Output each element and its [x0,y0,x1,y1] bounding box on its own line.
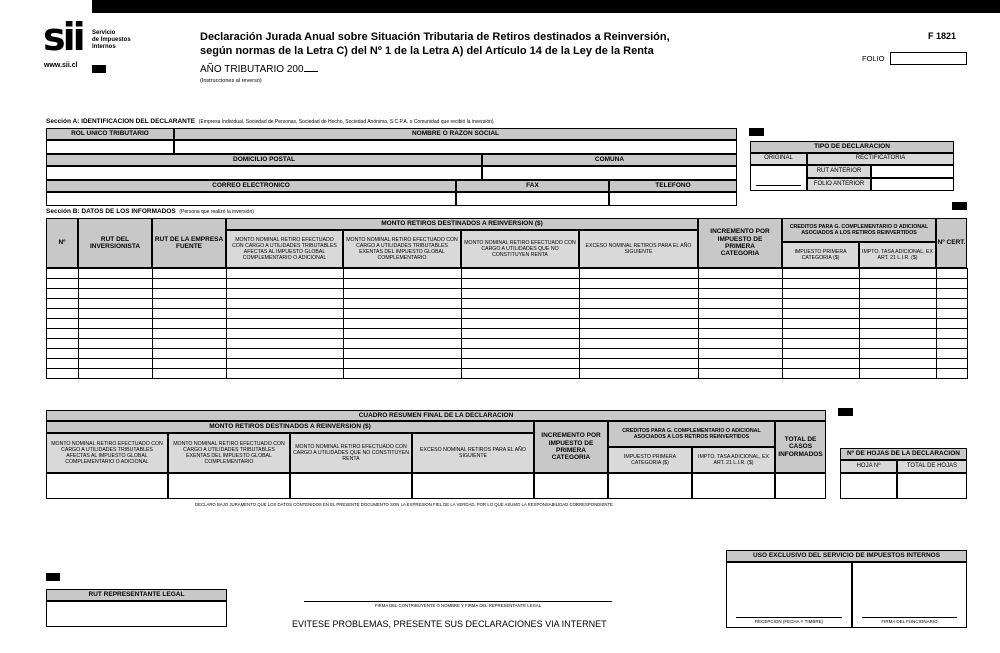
resumen-c2: IMPTO. TASA ADICIONAL, EX ART. 21 L.I.R. ($) [692,447,775,473]
section-b-heading: Sección B: DATOS DE LOS INFORMADOS (Persona que realizó la inversión) [46,208,254,215]
domicilio-header: DOMICILIO POSTAL [46,154,482,166]
resumen-field-m2[interactable] [168,473,290,499]
resumen-monto-header: MONTO RETIROS DESTINADOS A REINVERSION ($) [46,421,534,433]
table-row[interactable] [47,309,968,319]
resumen-field-c1[interactable] [608,473,692,499]
resumen-field-total[interactable] [775,473,826,499]
resumen-header: CUADRO RESUMEN FINAL DE LA DECLARACION [46,410,826,421]
table-row[interactable] [47,269,968,279]
marker-box [749,128,764,136]
telefono-field[interactable] [609,192,737,206]
logo-mark: sii [43,15,83,59]
resumen-field-m1[interactable] [46,473,168,499]
col-rut-empresa: RUT DE LA EMPRESA FUENTE [152,218,226,268]
funcionario-label: FIRMA DEL FUNCIONARIO [881,619,938,624]
creditos-header: CREDITOS PARA G. COMPLEMENTARIO O ADICIONAL ASOCIADOS A LOS RETIROS REINVERTIDOS [782,218,936,242]
resumen-incremento: INCREMENTO POR IMPUESTO DE PRIMERA CATEGORIA [534,421,608,473]
col-rut-inversionista: RUT DEL INVERSIONISTA [78,218,152,268]
monto-header: MONTO RETIROS DESTINADOS A REINVERSION ($) [226,218,698,230]
form-code: F 1821 [928,31,957,41]
col-c1: IMPUESTO PRIMERA CATEGORIA ($) [782,242,859,268]
table-row[interactable] [47,289,968,299]
folio-anterior-label: FOLIO ANTERIOR [807,178,871,191]
rectificatoria-label: RECTIFICATORIA [807,153,954,165]
marker-box [952,202,967,210]
total-hojas-field[interactable] [897,473,967,499]
tax-year: AÑO TRIBUTARIO 200 [200,64,318,75]
firma-label: FIRMA DEL CONTRIBUYENTE O NOMBRE Y FIRMA DEL REPRESENTANTE LEGAL [374,603,542,608]
col-ncert: Nº CERT. [936,218,967,268]
rut-rep-field[interactable] [46,601,227,627]
footer-text: EVITESE PROBLEMAS, PRESENTE SUS DECLARACIONES VIA INTERNET [292,619,607,629]
nombre-header: NOMBRE O RAZON SOCIAL [174,128,737,140]
top-black-bar [92,0,1000,13]
resumen-m3: MONTO NOMINAL RETIRO EFECTUADO CON CARGO A UTILIDADES QUE NO CONSTITUYEN RENTA [290,433,412,473]
marker-box [838,408,853,416]
instructions-note: (Instrucciones al reverso) [200,78,262,84]
table-row[interactable] [47,299,968,309]
table-row[interactable] [47,339,968,349]
col-n: Nº [46,218,78,268]
org-name: Servicio de Impuestos Internos [92,30,131,50]
table-row[interactable] [47,369,968,379]
table-row[interactable] [47,319,968,329]
rut-header: ROL UNICO TRIBUTARIO [46,128,174,140]
rut-field[interactable] [46,140,174,154]
col-m2: MONTO NOMINAL RETIRO EFECTUADO CON CARGO A UTILIDADES TRIBUTABLES EXENTAS DEL IMPUESTO GLOBAL COMPLEMENTARIO [343,230,461,268]
folio-field[interactable] [890,52,967,65]
hoja-n-field[interactable] [840,473,897,499]
marker-box [92,65,106,73]
resumen-total: TOTAL DE CASOS INFORMADOS [775,421,826,473]
resumen-m1: MONTO NOMINAL RETIRO EFECTUADO CON CARGO A UTILIDADES TRIBUTABLES AFECTAS AL IMPUESTO GLOBAL COMPLEMENTARIO O ADICIONAL [46,433,168,473]
col-m4: EXCESO NOMINAL RETIROS PARA EL AÑO SIGUIENTE [579,230,698,268]
recepcion-label: RECEPCION (FECHA Y TIMBRE) [754,619,824,624]
col-m3: MONTO NOMINAL RETIRO EFECTUADO CON CARGO A UTILIDADES QUE NO CONSTITUYEN RENTA [461,230,579,268]
resumen-c1: IMPUESTO PRIMERA CATEGORIA ($) [608,447,692,473]
marker-box [46,573,60,581]
fax-field[interactable] [456,192,609,206]
resumen-m2: MONTO NOMINAL RETIRO EFECTUADO CON CARGO A UTILIDADES TRIBUTABLES EXENTAS DEL IMPUESTO GLOBAL COMPLEMENTARIO [168,433,290,473]
folio-label: FOLIO [862,54,885,63]
original-label: ORIGINAL [750,153,807,165]
recepcion-line [736,617,842,618]
correo-field[interactable] [46,192,456,206]
resumen-field-m4[interactable] [412,473,534,499]
fax-header: FAX [456,180,609,192]
resumen-creditos: CREDITOS PARA G. COMPLEMENTARIO O ADICIONAL ASOCIADOS A LOS RETIROS REINVERTIDOS [608,421,775,447]
table-row[interactable] [47,329,968,339]
declaro-text: DECLARO BAJO JURAMENTO QUE LOS DATOS CONTENIDOS EN EL PRESENTE DOCUMENTO SON LA EXPRESION FIEL DE LA VERDAD, POR LO QUE ASUMO LA RESPONSABILIDAD CORRESPONDIENTE [195,502,613,507]
tipo-header: TIPO DE DECLARACION [750,141,954,153]
telefono-header: TELEFONO [609,180,737,192]
section-a-heading: Sección A: IDENTIFICACION DEL DECLARANTE (Empresa Individual, Sociedad de Personas, Sociedad de Hecho, Sociedad Anónima, S.C.P.A. o Comunidad que recibió la inversión) [46,118,494,125]
rut-anterior-label: RUT ANTERIOR [807,165,871,178]
col-incremento: INCREMENTO POR IMPUESTO DE PRIMERA CATEGORIA [698,218,782,268]
uso-header: USO EXCLUSIVO DEL SERVICIO DE IMPUESTOS INTERNOS [726,550,967,562]
form-title: Declaración Jurada Anual sobre Situación Tributaria de Retiros destinados a Reinversión, según normas de la Letra C) del Nº 1 de la Letra A) del Artículo 14 de la Ley de la Renta [200,31,670,57]
resumen-field-m3[interactable] [290,473,412,499]
resumen-field-c2[interactable] [692,473,775,499]
funcionario-line [862,617,957,618]
nombre-field[interactable] [174,140,737,154]
col-m1: MONTO NOMINAL RETIRO EFECTUADO CON CARGO A UTILIDADES TRIBUTABLES AFECTAS AL IMPUESTO GLOBAL COMPLEMENTARIO O ADICIONAL [226,230,343,268]
logo-url: www.sii.cl [44,62,78,69]
original-field[interactable] [750,165,807,191]
domicilio-field[interactable] [46,166,482,180]
rut-anterior-field[interactable] [871,165,954,178]
comuna-header: COMUNA [482,154,737,166]
rut-rep-header: RUT REPRESENTANTE LEGAL [46,589,227,601]
col-c2: IMPTO. TASA ADICIONAL, EX ART. 21 L.I.R. ($) [859,242,936,268]
resumen-field-incremento[interactable] [534,473,608,499]
table-row[interactable] [47,349,968,359]
resumen-m4: EXCESO NOMINAL RETIROS PARA EL AÑO SIGUIENTE [412,433,534,473]
firma-line [304,601,612,602]
hoja-n-label: HOJA Nº [840,460,897,473]
table-row[interactable] [47,359,968,369]
informados-table [46,268,968,379]
table-row[interactable] [47,279,968,289]
correo-header: CORREO ELECTRONICO [46,180,456,192]
hojas-header: Nº DE HOJAS DE LA DECLARACION [840,448,967,460]
original-line [756,185,801,186]
comuna-field[interactable] [482,166,737,180]
sii-logo [43,15,83,59]
folio-anterior-field[interactable] [871,178,954,191]
total-hojas-label: TOTAL DE HOJAS [897,460,967,473]
